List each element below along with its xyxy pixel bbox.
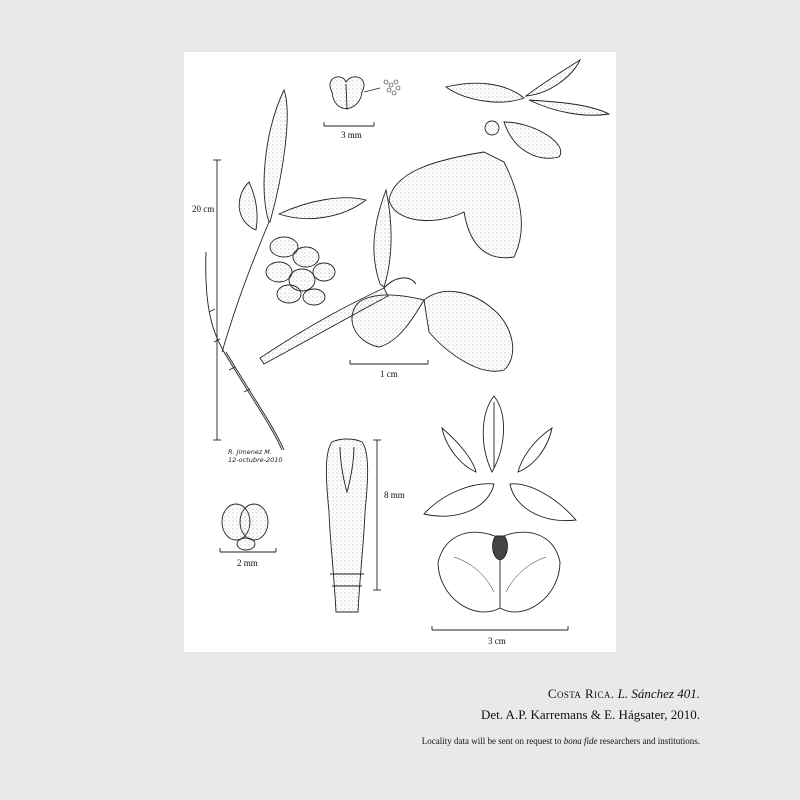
scale-label-1cm: 1 cm bbox=[380, 369, 398, 379]
scale-bar-20cm bbox=[213, 160, 221, 440]
scale-bar-8mm bbox=[373, 440, 381, 590]
anther-drawing bbox=[222, 504, 268, 550]
caption-locality: Costa Rica. bbox=[547, 686, 615, 701]
caption-collector: L. Sánchez 401. bbox=[617, 686, 700, 701]
pollinia-drawing bbox=[330, 77, 400, 110]
scale-bar-1cm bbox=[350, 360, 428, 364]
scale-label-20cm: 20 cm bbox=[192, 204, 215, 214]
artist-signature-date: 12-octubre-2010 bbox=[228, 456, 283, 464]
caption-determination: Det. A.P. Karremans & E. Hágsater, 2010. bbox=[481, 707, 700, 722]
scale-bar-3mm bbox=[324, 122, 374, 126]
caption-locality-note bbox=[422, 736, 700, 746]
perianth-dissection-drawing bbox=[424, 396, 576, 612]
botanical-plate bbox=[184, 52, 616, 652]
note-suffix: researchers and institutions. bbox=[599, 736, 700, 746]
scale-bar-3cm bbox=[432, 626, 568, 630]
scale-label-8mm: 8 mm bbox=[384, 490, 405, 500]
scale-label-3mm: 3 mm bbox=[341, 130, 362, 140]
column-drawing bbox=[326, 439, 367, 612]
note-prefix: Locality data will be sent on request to bbox=[421, 736, 562, 746]
flower-front-drawing bbox=[389, 60, 609, 258]
note-italic: bona fide bbox=[563, 736, 598, 746]
scale-label-2mm: 2 mm bbox=[237, 558, 258, 568]
plate-illustration bbox=[184, 52, 616, 652]
caption-specimen-line bbox=[548, 686, 700, 702]
plant-habit-drawing bbox=[206, 90, 366, 450]
artist-signature: R. Jimenez M. bbox=[228, 448, 272, 456]
scale-label-3cm: 3 cm bbox=[488, 636, 506, 646]
